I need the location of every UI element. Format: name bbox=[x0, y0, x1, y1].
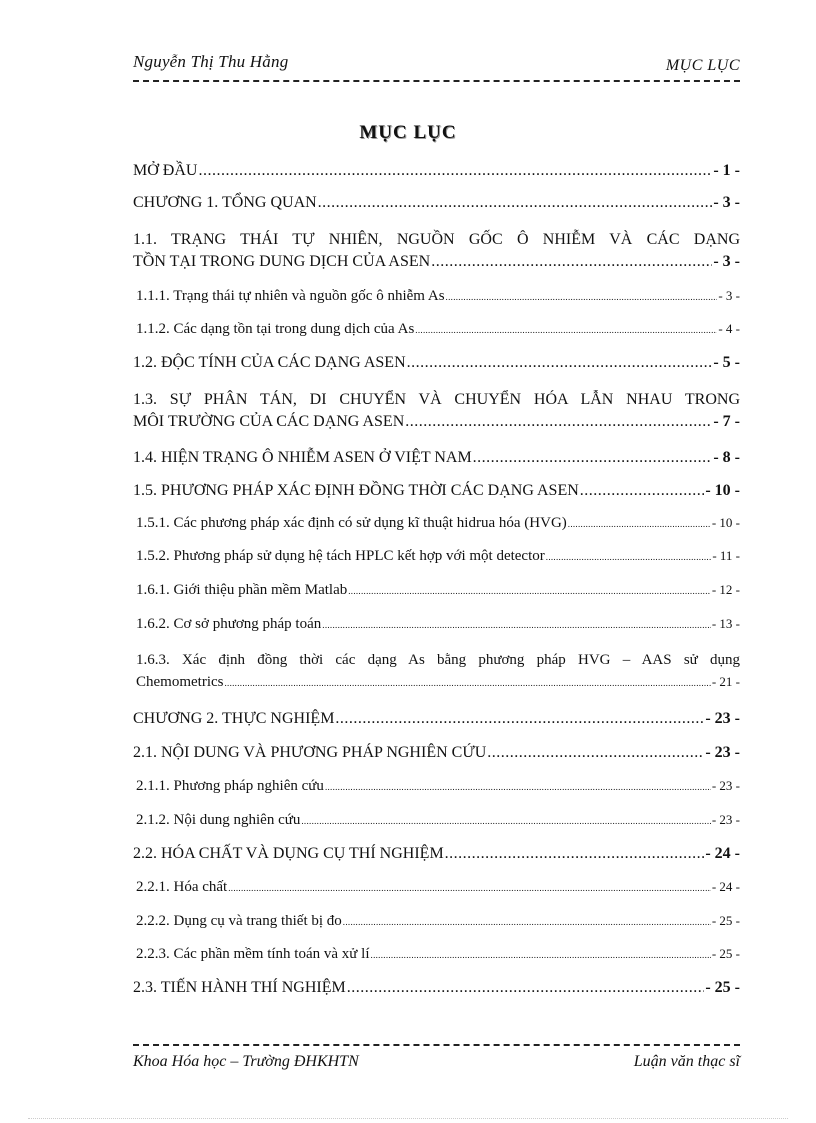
footer-institution: Khoa Hóa học – Trường ĐHKHTN bbox=[133, 1053, 359, 1070]
toc-entry-title: TỒN TẠI TRONG DUNG DỊCH CỦA ASEN bbox=[133, 253, 431, 270]
toc-entry[interactable] bbox=[133, 879, 740, 896]
toc-entry-title: 1.2. ĐỘC TÍNH CỦA CÁC DẠNG ASEN bbox=[133, 354, 406, 371]
toc-entry-title: 2.2.1. Hóa chất bbox=[136, 879, 228, 895]
toc-entry-title: 2.2.2. Dụng cụ và trang thiết bị đo bbox=[136, 913, 342, 929]
toc-leader bbox=[371, 950, 711, 960]
toc-entry[interactable] bbox=[133, 226, 740, 271]
toc-entry-page: - 13 - bbox=[711, 616, 740, 631]
footer-document-type: Luận văn thạc sĩ bbox=[633, 1053, 740, 1070]
toc-entry-title: 2.2. HÓA CHẤT VÀ DỤNG CỤ THÍ NGHIỆM bbox=[133, 845, 444, 862]
toc-entry-title: 2.1.2. Nội dung nghiên cứu bbox=[136, 812, 301, 828]
header-section: MỤC LỤC bbox=[665, 57, 740, 74]
toc-entry-page: - 25 - bbox=[705, 979, 740, 996]
toc-leader bbox=[446, 292, 718, 302]
toc-entry[interactable] bbox=[133, 162, 740, 180]
toc-leader bbox=[415, 325, 717, 335]
toc-leader bbox=[322, 620, 711, 630]
toc-leader bbox=[487, 744, 704, 762]
toc-entry[interactable] bbox=[133, 386, 740, 431]
toc-entry-page: - 23 - bbox=[711, 778, 740, 793]
toc-entry-title: CHƯƠNG 2. THỰC NGHIỆM bbox=[133, 710, 335, 727]
toc-entry[interactable] bbox=[133, 979, 740, 997]
toc-entry-page: - 3 - bbox=[713, 194, 740, 211]
toc-leader bbox=[343, 917, 711, 927]
page-bottom-border bbox=[28, 1118, 788, 1119]
toc-entry-page: - 24 - bbox=[711, 879, 740, 894]
header-author: Nguyễn Thị Thu Hằng bbox=[133, 52, 289, 71]
toc-entry-title: 1.4. HIỆN TRẠNG Ô NHIỄM ASEN Ở VIỆT NAM bbox=[133, 449, 472, 466]
toc-leader bbox=[348, 586, 711, 596]
toc-entry-title: 1.5.2. Phương pháp sử dụng hệ tách HPLC kết hợp với một detector bbox=[136, 548, 545, 564]
toc-entry-page: - 11 - bbox=[712, 548, 740, 563]
toc-leader bbox=[473, 449, 713, 467]
toc-entry[interactable] bbox=[133, 449, 740, 467]
toc-leader bbox=[546, 552, 712, 562]
toc-leader bbox=[301, 816, 710, 826]
toc-entry-page: - 3 - bbox=[718, 288, 740, 303]
toc-entry[interactable] bbox=[133, 548, 740, 565]
toc-entry-page: - 8 - bbox=[713, 449, 740, 466]
toc-entry-title-line1: 1.6.3. Xác định đồng thời các dạng As bằng phương pháp HVG – AAS sử dụng bbox=[136, 652, 740, 668]
toc-leader bbox=[431, 253, 712, 271]
toc-entry-page: - 7 - bbox=[713, 413, 740, 430]
toc-entry-title: 1.1.1. Trạng thái tự nhiên và nguồn gốc ô nhiễm As bbox=[136, 288, 445, 304]
toc-entry[interactable] bbox=[133, 515, 740, 532]
toc-entry-page: - 4 - bbox=[718, 321, 740, 336]
page-header bbox=[133, 50, 740, 78]
toc-entry-title: 1.6.2. Cơ sở phương pháp toán bbox=[136, 616, 322, 632]
toc-leader bbox=[347, 979, 705, 997]
toc-entry[interactable] bbox=[133, 647, 740, 691]
toc-leader bbox=[568, 519, 711, 529]
toc-entry-page: - 23 - bbox=[705, 744, 740, 761]
toc-leader bbox=[407, 354, 713, 372]
toc-entry[interactable] bbox=[133, 482, 740, 500]
toc-entry-title: 2.2.3. Các phần mềm tính toán và xử lí bbox=[136, 946, 370, 962]
toc-entry-page: - 1 - bbox=[713, 162, 740, 179]
toc-entry-title: 2.1.1. Phương pháp nghiên cứu bbox=[136, 778, 324, 794]
toc-entry-page: - 10 - bbox=[705, 482, 740, 499]
toc-entry[interactable] bbox=[133, 913, 740, 930]
page-title: MỤC LỤC bbox=[359, 122, 457, 143]
toc-leader bbox=[325, 782, 711, 792]
toc-leader bbox=[228, 883, 711, 893]
header-divider bbox=[133, 80, 740, 82]
toc-entry[interactable] bbox=[133, 194, 740, 212]
toc-entry[interactable] bbox=[133, 710, 740, 728]
toc-entry[interactable] bbox=[133, 744, 740, 762]
footer-divider bbox=[133, 1044, 740, 1046]
toc-entry-title: 2.3. TIẾN HÀNH THÍ NGHIỆM bbox=[133, 979, 346, 996]
toc-entry-page: - 25 - bbox=[711, 913, 740, 928]
toc-entry[interactable] bbox=[133, 778, 740, 795]
toc-entry-page: - 12 - bbox=[711, 582, 740, 597]
toc-entry[interactable] bbox=[133, 812, 740, 829]
toc-leader bbox=[198, 162, 712, 180]
toc-entry[interactable] bbox=[133, 845, 740, 863]
toc-entry-page: - 24 - bbox=[705, 845, 740, 862]
toc-entry-page: - 21 - bbox=[711, 674, 740, 689]
toc-entry-title: 1.1.2. Các dạng tồn tại trong dung dịch của As bbox=[136, 321, 415, 337]
toc-entry[interactable] bbox=[133, 288, 740, 305]
toc-entry-page: - 5 - bbox=[713, 354, 740, 371]
toc-entry-title: 2.1. NỘI DUNG VÀ PHƯƠNG PHÁP NGHIÊN CỨU bbox=[133, 744, 487, 761]
toc-leader bbox=[445, 845, 705, 863]
toc-entry[interactable] bbox=[133, 616, 740, 633]
toc-entry-title-line1: 1.3. SỰ PHÂN TÁN, DI CHUYỂN VÀ CHUYỂN HÓA LẪN NHAU TRONG bbox=[133, 391, 740, 408]
toc-entry-page: - 23 - bbox=[711, 812, 740, 827]
toc-entry-title: 1.6.1. Giới thiệu phần mềm Matlab bbox=[136, 582, 348, 598]
toc-entry-title: CHƯƠNG 1. TỔNG QUAN bbox=[133, 194, 317, 211]
toc-entry-title: 1.5.1. Các phương pháp xác định có sử dụng kĩ thuật hidrua hóa (HVG) bbox=[136, 515, 567, 531]
toc-entry[interactable] bbox=[133, 354, 740, 372]
toc-leader bbox=[335, 710, 704, 728]
toc-entry-page: - 25 - bbox=[711, 946, 740, 961]
toc-entry[interactable] bbox=[133, 582, 740, 599]
toc-leader bbox=[318, 194, 713, 212]
page-footer bbox=[133, 1053, 740, 1077]
toc-entry-page: - 3 - bbox=[713, 253, 740, 270]
toc-leader bbox=[580, 482, 705, 500]
toc-entry[interactable] bbox=[133, 321, 740, 338]
toc-leader bbox=[405, 413, 712, 431]
toc-entry-title: MỞ ĐẦU bbox=[133, 162, 198, 179]
toc-entry-title-line1: 1.1. TRẠNG THÁI TỰ NHIÊN, NGUỒN GỐC Ô NHIỄM VÀ CÁC DẠNG bbox=[133, 231, 740, 248]
toc-entry-title: 1.5. PHƯƠNG PHÁP XÁC ĐỊNH ĐỒNG THỜI CÁC DẠNG ASEN bbox=[133, 482, 579, 499]
toc-entry-title: Chemometrics bbox=[136, 674, 224, 690]
toc-entry-page: - 10 - bbox=[711, 515, 740, 530]
toc-entry[interactable] bbox=[133, 946, 740, 963]
toc-leader bbox=[224, 678, 710, 688]
toc-entry-page: - 23 - bbox=[705, 710, 740, 727]
toc-entry-title: MÔI TRƯỜNG CỦA CÁC DẠNG ASEN bbox=[133, 413, 405, 430]
